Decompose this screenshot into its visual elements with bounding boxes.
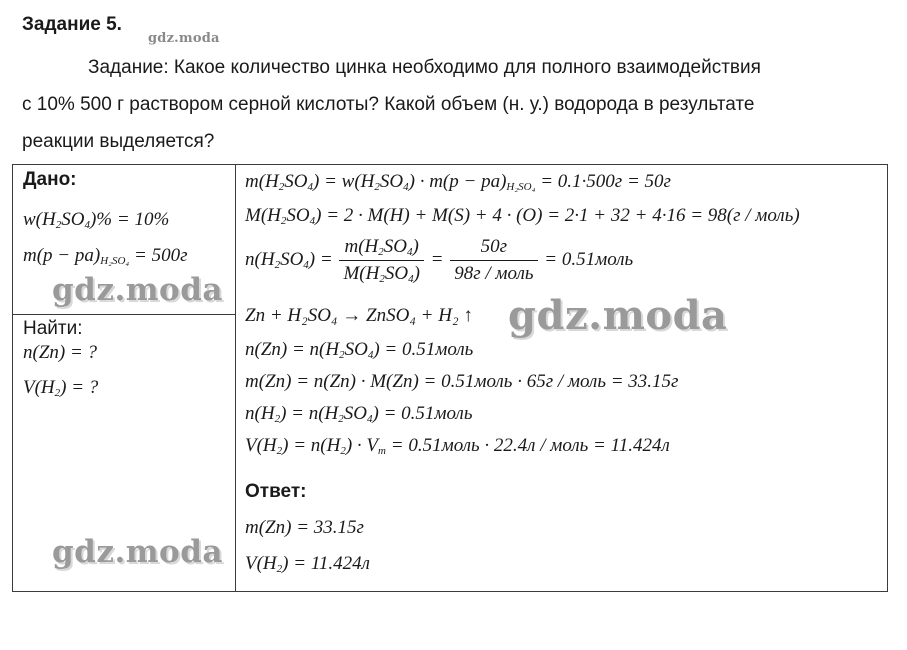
solution-v-h2-result: 0.51моль · 22.4л / моль = 11.424л: [408, 435, 670, 456]
solution-mass-acid: $m(H_2SO_4) = w(H_2SO_4) \cdot m(p - pa)_{H_2SO_4} = 0.1\cdot 500г = 50г$: [245, 171, 671, 193]
watermark-2: gdz.moda: [508, 292, 728, 339]
solution-n-acid: $n(H_2SO_4)$ = $\frac{m(H_2SO_4)}{M(H_2SO_4)}$ = $\frac{50г}{\text{98г / моль}}$ = 0.51моль: [245, 236, 634, 285]
task-statement: [22, 49, 882, 160]
watermark-3: gdz.moda: [52, 534, 223, 570]
solution-v-h2: $V(H_2) = n(H_2) \cdot V_m$ = 0.51моль · 22.4л / моль = 11.424л: [245, 435, 670, 457]
solution-n-h2: $n(H_2) = n(H_2SO_4)$ = 0.51моль: [245, 403, 473, 425]
watermark-small: gdz.moda: [148, 31, 220, 46]
table-vertical-divider: [235, 165, 236, 591]
answer-m-zn-value: 33.15г: [313, 517, 364, 538]
given-solution-mass: $m(p - pa)_{H_2SO_4} = 500г$: [23, 245, 188, 267]
solution-mass-acid-result: 0.1·500г = 50г: [557, 171, 671, 192]
solution-n-acid-result: 0.51моль: [561, 248, 634, 270]
solution-molar-mass-result: 2·1 + 32 + 4·16 = 98(г / моль): [564, 205, 800, 226]
solution-molar-mass: $M(H_2SO_4) = 2 \cdot M(H) + M(S) + 4 \cdot (O) = 2\cdot 1 + 32 + 4\cdot 16 = 98(г$ / моль): [245, 205, 800, 227]
answer-v-h2-value: 11.424л: [310, 553, 370, 574]
answer-v-h2: $V(H_2) = 11.424л$: [245, 553, 370, 575]
find-n-zn: n(Zn) = ?: [23, 342, 98, 363]
solution-n-zn-result: 0.51моль: [401, 339, 474, 360]
given-w-value: 10%: [134, 209, 170, 230]
given-mass-fraction: $w(H_2SO_4)\% = 10\%$: [23, 209, 170, 231]
answer-m-zn: m(Zn) = 33.15г: [245, 517, 364, 538]
task-line-3: реакции выделяется?: [22, 131, 215, 152]
solution-reaction: Zn + H₂SO₄ → ZnSO₄ + H₂ ↑: [245, 305, 473, 326]
table-horizontal-divider: [13, 314, 235, 315]
find-v-h2: $V(H_2)$ = ?: [23, 377, 99, 399]
watermark-1: gdz.moda: [52, 272, 223, 308]
fraction-numerator: 50г: [450, 236, 537, 261]
fraction-numeric: [450, 236, 537, 285]
solution-n-h2-result: 0.51моль: [401, 403, 473, 424]
fraction-symbolic: $\frac{m(H_2SO_4)}{M(H_2SO_4)}$: [339, 236, 423, 285]
task-line-2: с 10% 500 г раствором серной кислоты? Какой объем (н. у.) водорода в результате: [22, 94, 755, 115]
given-title: Дано:: [23, 169, 77, 190]
task-line-1: Задание: Какое количество цинка необходимо для полного взаимодействия: [88, 57, 761, 78]
given-m-value: 500г: [151, 245, 188, 266]
solution-m-zn: m(Zn) = n(Zn) · M(Zn) = 0.51моль · 65г / моль = 33.15г: [245, 371, 679, 392]
task-title: Задание 5.: [22, 14, 122, 35]
solution-table: [12, 164, 888, 592]
answer-title: Ответ:: [245, 481, 307, 502]
fraction-denominator: 98г / моль: [454, 263, 534, 284]
solution-m-zn-result: 0.51моль · 65г / моль = 33.15г: [441, 371, 679, 392]
find-title: Найти:: [23, 318, 83, 339]
solution-n-zn: $n(Zn) = n(H_2SO_4)$ = 0.51моль: [245, 339, 474, 361]
